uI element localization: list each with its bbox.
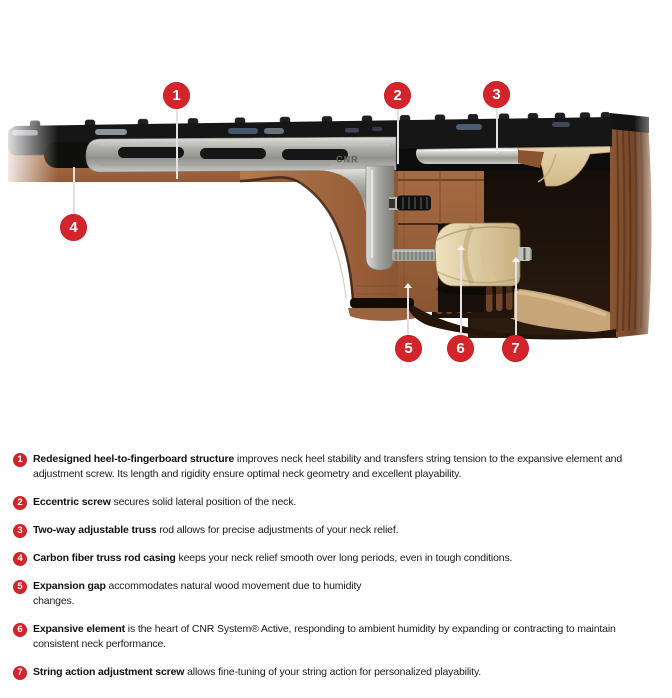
legend-item-2 bbox=[13, 495, 663, 510]
legend-item-title: Carbon fiber truss rod casing bbox=[33, 552, 176, 564]
heel-metal-column bbox=[366, 166, 394, 270]
callout-badge-7: 7 bbox=[502, 335, 529, 362]
legend-item-6 bbox=[13, 622, 663, 652]
legend-item-text bbox=[33, 622, 647, 652]
legend-item-description: is the heart of CNR System® Active, responding to ambient humidity by expanding or contracting to maintain consistent neck performance. bbox=[33, 623, 616, 650]
legend-item-description: accommodates natural wood movement due to humidity changes. bbox=[33, 580, 362, 607]
legend-item-text bbox=[33, 495, 296, 510]
legend-number-badge: 5 bbox=[13, 580, 27, 594]
legend-item-3 bbox=[13, 523, 663, 538]
legend-number-badge: 3 bbox=[13, 524, 27, 538]
metal-engraving: CNR bbox=[335, 154, 359, 165]
callout-badge-4: 4 bbox=[60, 214, 87, 241]
callout-badge-2: 2 bbox=[384, 82, 411, 109]
leader-line-4 bbox=[73, 167, 75, 215]
legend-item-description: improves neck heel stability and transfers string tension to the expansive element and adjustment screw. Its length and rigidity ensure optimal neck geometry and excellent playability. bbox=[33, 453, 623, 480]
expansion-gap bbox=[348, 298, 416, 321]
right-edge-fade bbox=[634, 95, 672, 355]
legend-number-badge: 1 bbox=[13, 453, 27, 467]
legend-item-1 bbox=[13, 452, 663, 482]
callout-badge-3: 3 bbox=[483, 81, 510, 108]
legend-list bbox=[13, 452, 663, 680]
leader-line-1 bbox=[176, 109, 178, 179]
eccentric-screw bbox=[389, 196, 431, 211]
legend-item-description: rod allows for precise adjustments of your neck relief. bbox=[159, 524, 399, 536]
leader-line-7 bbox=[515, 262, 517, 336]
legend-item-text bbox=[33, 665, 481, 680]
legend-item-description: secures solid lateral position of the neck. bbox=[113, 496, 297, 508]
callout-badge-1: 1 bbox=[163, 82, 190, 109]
legend-item-description: allows fine-tuning of your string action for personalized playability. bbox=[187, 666, 482, 678]
legend-number-badge: 6 bbox=[13, 623, 27, 637]
legend-item-7 bbox=[13, 665, 663, 680]
legend-item-5 bbox=[13, 579, 663, 609]
legend-item-title: Eccentric screw bbox=[33, 496, 111, 508]
legend-item-text bbox=[33, 579, 393, 609]
legend-number-badge: 4 bbox=[13, 552, 27, 566]
legend-item-text bbox=[33, 523, 398, 538]
leader-line-5 bbox=[407, 288, 409, 336]
legend-item-4 bbox=[13, 551, 663, 566]
leader-line-6 bbox=[460, 250, 462, 336]
legend-item-text bbox=[33, 452, 647, 482]
leader-arrow-7 bbox=[512, 257, 520, 262]
legend-item-text bbox=[33, 551, 512, 566]
leader-arrow-6 bbox=[457, 245, 465, 250]
leader-line-2 bbox=[397, 109, 399, 164]
legend-number-badge: 7 bbox=[13, 666, 27, 680]
legend-item-title: String action adjustment screw bbox=[33, 666, 185, 678]
legend-number-badge: 2 bbox=[13, 496, 27, 510]
leader-line-3 bbox=[496, 108, 498, 153]
left-edge-fade bbox=[0, 100, 58, 340]
legend-item-title: Redesigned heel-to-fingerboard structure bbox=[33, 453, 235, 465]
callout-badge-6: 6 bbox=[447, 335, 474, 362]
leader-arrow-5 bbox=[404, 283, 412, 288]
legend-item-title: Expansion gap bbox=[33, 580, 106, 592]
legend-item-title: Expansive element bbox=[33, 623, 125, 635]
callout-badge-5: 5 bbox=[395, 335, 422, 362]
legend-item-title: Two-way adjustable truss bbox=[33, 524, 157, 536]
legend-item-description: keeps your neck relief smooth over long periods, even in tough conditions. bbox=[178, 552, 513, 564]
